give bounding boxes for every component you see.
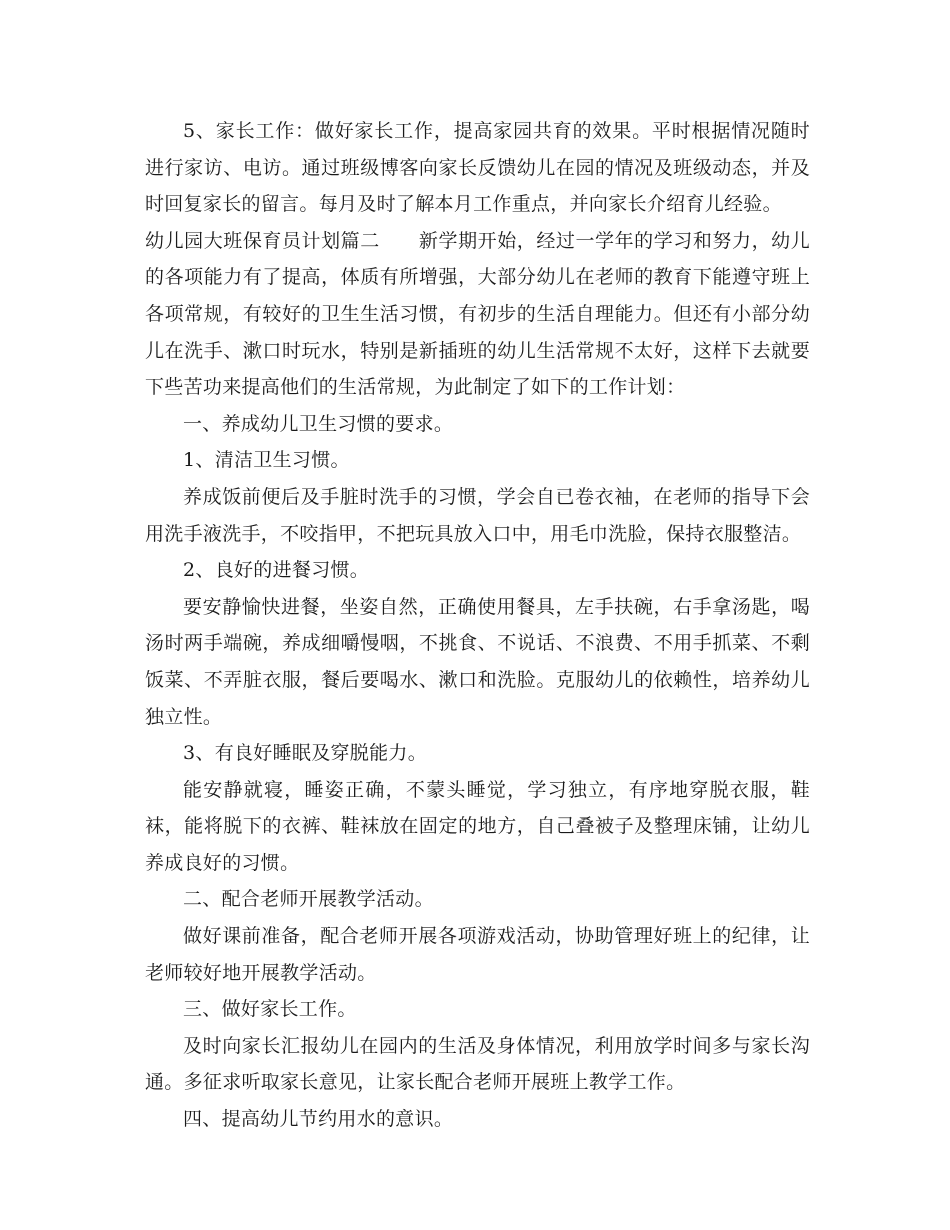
heading-parent-work: 三、做好家长工作。: [183, 998, 357, 1021]
paragraph-parent-work: 5、家长工作：做好家长工作，提高家园共育的效果。平时根据情况随时进行家访、电访。通过班级博客向家长反馈幼儿在园的情况及班级动态，并及时回复家长的留言。每月及时了解本月工作重点，并向家长介绍育儿经验。: [145, 120, 810, 216]
subheading-cleanliness: 1、清洁卫生习惯。: [183, 449, 350, 472]
paragraph-cleanliness: 养成饭前便后及手脏时洗手的习惯，学会自已卷衣袖，在老师的指导下会用洗手液洗手，不咬指甲，不把玩具放入口中，用毛巾洗脸，保持衣服整洁。: [145, 485, 810, 545]
paragraph-parent-communication: 及时向家长汇报幼儿在园内的生活及身体情况，利用放学时间多与家长沟通。多征求听取家长意见，让家长配合老师开展班上教学工作。: [145, 1034, 810, 1094]
paragraph-dining: 要安静愉快进餐，坐姿自然，正确使用餐具，左手扶碗，右手拿汤匙，喝汤时两手端碗，养成细嚼慢咽，不挑食、不说话、不浪费、不用手抓菜、不剩饭菜、不弄脏衣服，餐后要喝水、漱口和洗脸。克服幼儿的依赖性，培养幼儿独立性。: [145, 595, 810, 728]
heading-hygiene-habits: 一、养成幼儿卫生习惯的要求。: [183, 412, 454, 435]
paragraph-teaching-activities: 做好课前准备，配合老师开展各项游戏活动，协助管理好班上的纪律，让老师较好地开展教学活动。: [145, 925, 810, 984]
subheading-sleep: 3、有良好睡眠及穿脱能力。: [183, 742, 427, 765]
paragraph-sleep: 能安静就寝，睡姿正确，不蒙头睡觉，学习独立，有序地穿脱衣服，鞋袜，能将脱下的衣裤、鞋袜放在固定的地方，自己叠被子及整理床铺，让幼儿养成良好的习惯。: [145, 778, 810, 874]
document-body: [145, 113, 810, 1138]
subheading-dining: 2、良好的进餐习惯。: [183, 559, 370, 582]
heading-water-saving: 四、提高幼儿节约用水的意识。: [183, 1108, 454, 1131]
paragraph-plan-two-intro: 幼儿园大班保育员计划篇二 新学期开始，经过一学年的学习和努力，幼儿的各项能力有了提高，体质有所增强，大部分幼儿在老师的教育下能遵守班上各项常规，有较好的卫生生活习惯，有初步的生活自理能力。但还有小部分幼儿在洗手、漱口时玩水，特别是新插班的幼儿生活常规不太好，这样下去就要下些苦功来提高他们的生活常规，为此制定了如下的工作计划：: [145, 229, 810, 399]
heading-teaching-activities: 二、配合老师开展教学活动。: [183, 888, 434, 911]
